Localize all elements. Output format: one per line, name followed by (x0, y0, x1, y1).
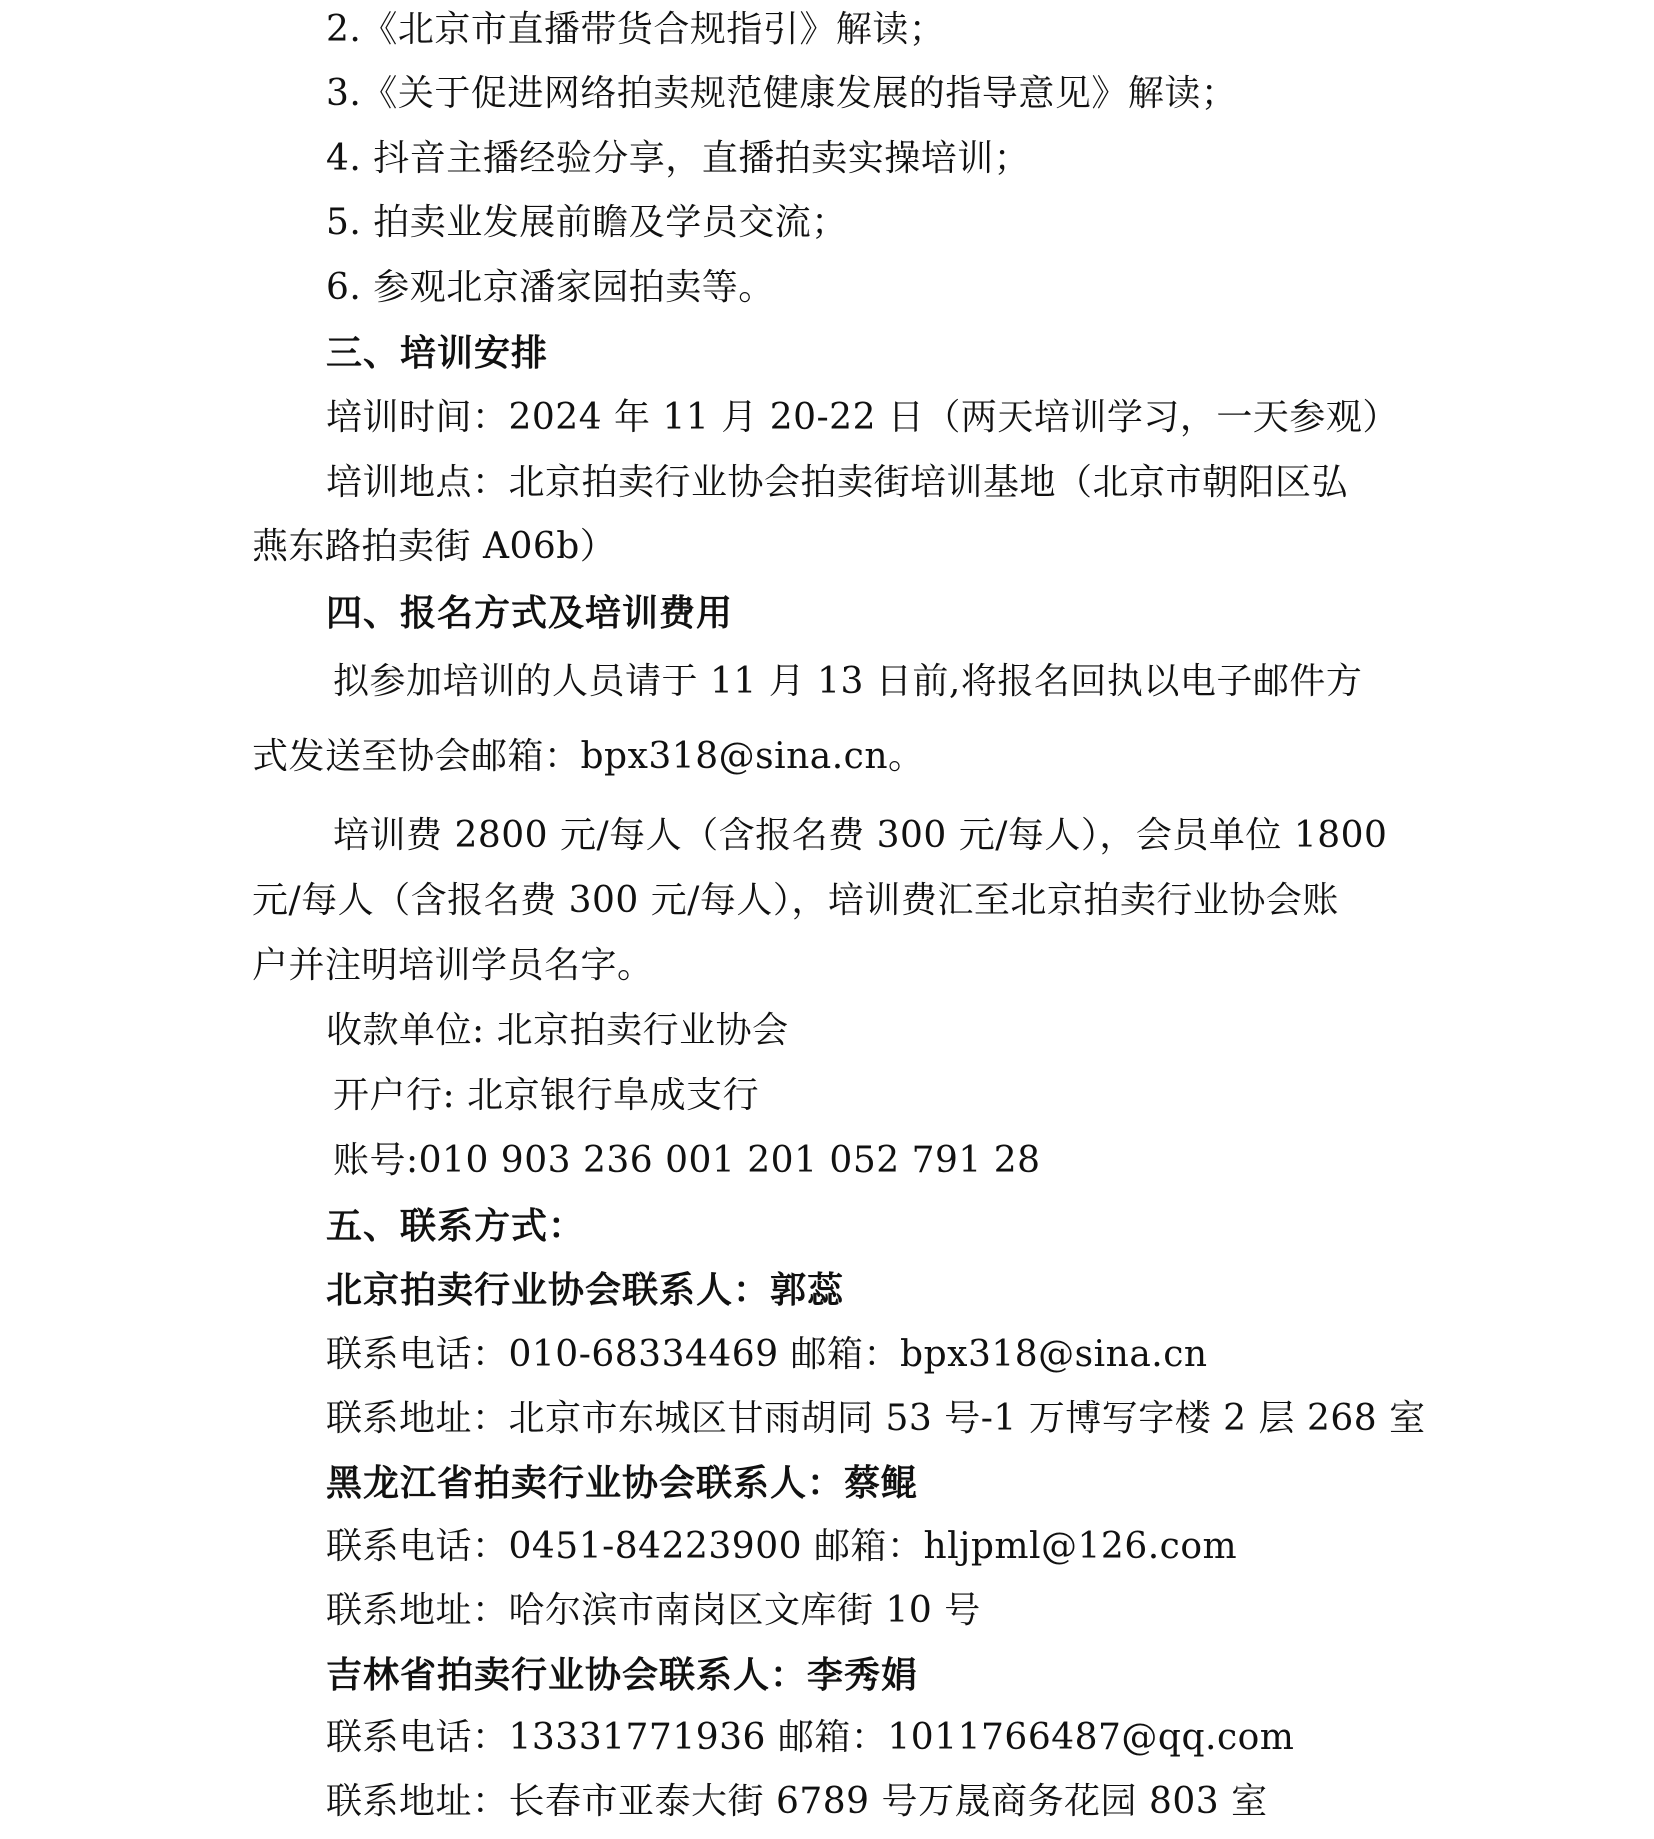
fee-paragraph-line3: 户并注明培训学员名字。 (252, 945, 654, 986)
training-location-line2: 燕东路拍卖街 A06b） (252, 526, 617, 567)
contact-title-jilin: 吉林省拍卖行业协会联系人：李秀娟 (326, 1654, 919, 1696)
list-item: 3.《关于促进网络拍卖规范健康发展的指导意见》解读； (326, 73, 1238, 114)
signup-paragraph-line1: 拟参加培训的人员请于 11 月 13 日前,将报名回执以电子邮件方 (333, 661, 1363, 702)
list-item: 5. 拍卖业发展前瞻及学员交流； (326, 202, 848, 243)
list-item: 6. 参观北京潘家园拍卖等。 (326, 267, 775, 308)
contact-phone-jilin: 联系电话：13331771936 邮箱：1011766487@qq.com (326, 1717, 1295, 1758)
training-location-line1: 培训地点：北京拍卖行业协会拍卖街培训基地（北京市朝阳区弘 (326, 462, 1349, 503)
contact-phone-heilongjiang: 联系电话：0451-84223900 邮箱：hljpml@126.com (326, 1526, 1238, 1567)
section-heading-training-arrangement: 三、培训安排 (326, 332, 549, 374)
payee-line: 收款单位: 北京拍卖行业协会 (326, 1010, 789, 1051)
contact-address-beijing: 联系地址：北京市东城区甘雨胡同 53 号-1 万博写字楼 2 层 268 室 (326, 1398, 1426, 1439)
contact-title-heilongjiang: 黑龙江省拍卖行业协会联系人：蔡鲲 (326, 1462, 919, 1504)
contact-title-beijing: 北京拍卖行业协会联系人：郭蕊 (326, 1269, 845, 1311)
fee-paragraph-line1: 培训费 2800 元/每人（含报名费 300 元/每人），会员单位 1800 (333, 815, 1388, 856)
list-item: 2.《北京市直播带货合规指引》解读； (326, 9, 946, 50)
contact-phone-beijing: 联系电话：010-68334469 邮箱：bpx318@sina.cn (326, 1334, 1208, 1375)
section-heading-contact: 五、联系方式： (326, 1205, 586, 1247)
contact-address-jilin: 联系地址：长春市亚泰大街 6789 号万晟商务花园 803 室 (326, 1781, 1268, 1822)
fee-paragraph-line2: 元/每人（含报名费 300 元/每人），培训费汇至北京拍卖行业协会账 (252, 880, 1339, 921)
account-line: 账号:010 903 236 001 201 052 791 28 (333, 1140, 1041, 1181)
contact-address-heilongjiang: 联系地址：哈尔滨市南岗区文库街 10 号 (326, 1590, 981, 1631)
section-heading-registration: 四、报名方式及培训费用 (326, 592, 734, 634)
signup-paragraph-line2: 式发送至协会邮箱：bpx318@sina.cn。 (252, 736, 925, 777)
bank-line: 开户行: 北京银行阜成支行 (333, 1075, 760, 1116)
list-item: 4. 抖音主播经验分享，直播拍卖实操培训； (326, 138, 1031, 179)
training-time: 培训时间：2024 年 11 月 20-22 日（两天培训学习，一天参观） (326, 397, 1399, 438)
